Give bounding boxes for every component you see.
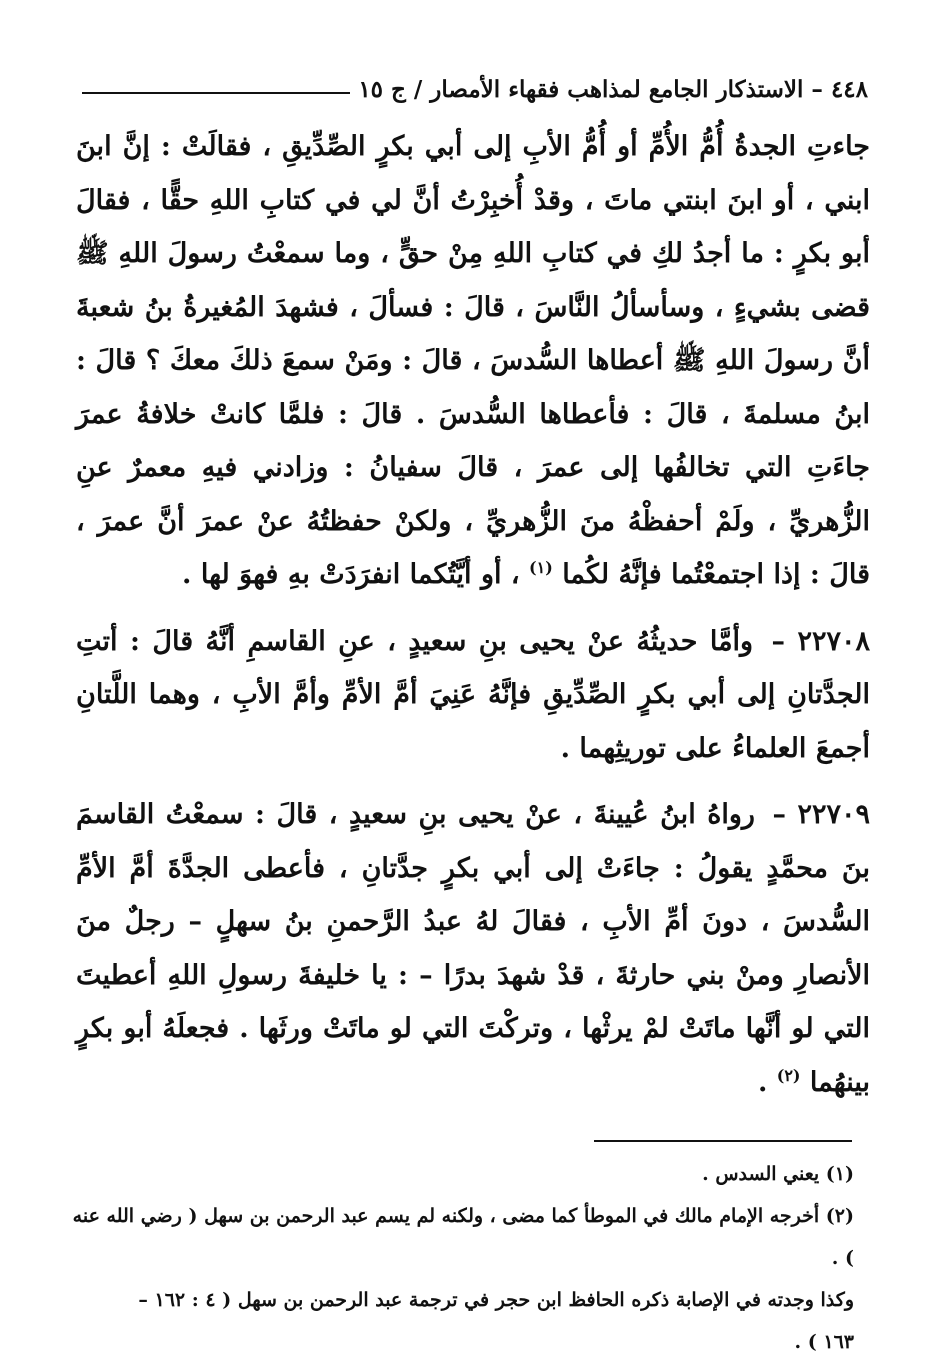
running-header <box>82 70 868 110</box>
paragraph-3-text: رواهُ ابنُ عُيينةَ ، عنْ يحيى بنِ سعيدٍ ، قالَ : سمعْتُ القاسمَ بنَ محمَّدٍ يقولُ : جاءَتْ إلى أبي بكرٍ جدَّتانِ ، فأعطى الجدَّةَ أمَّ الأمِّ السُّدسَ ، دونَ أمِّ الأبِ ، فقالَ لهُ عبدُ الرَّحمنِ بنُ سهلٍ – رجلٌ منَ الأنصارِ ومنْ بني حارثةَ ، قدْ شهدَ بدرًا – : يا خليفةَ رسولِ اللهِ أعطيتَ التي لو أنَّها ماتَتْ لمْ يرثْها ، وتركْتَ التي لو ماتَتْ ورثَها . فجعلَهُ أبو بكرٍ بينهُما <box>76 799 870 1098</box>
header-rule <box>82 92 350 94</box>
paragraph-1 <box>76 120 870 602</box>
paragraph-3-number: ٢٢٧٠٩ – <box>772 799 871 830</box>
paragraph-1-text: جاءتِ الجدةُ أُمُّ الأُمِّ أو أُمُّ الأبِ إلى أبي بكرٍ الصِّدِّيقِ ، فقالَتْ : إنَّ ابنَ ابني ، أو ابنَ ابنتي ماتَ ، وقدْ أُخبِرْتُ أنَّ لي في كتابِ اللهِ حقًّا ، فقالَ أبو بكرٍ : ما أجدُ لكِ في كتابِ اللهِ مِنْ حقٍّ ، وما سمعْتُ رسولَ اللهِ ﷺ قضى بشيءٍ ، وسأسألُ النَّاسَ ، قالَ : فسألَ ، فشهدَ المُغيرةُ بنُ شعبةَ أنَّ رسولَ اللهِ ﷺ أعطاها السُّدسَ ، قالَ : ومَنْ سمعَ ذلكَ معكَ ؟ قالَ : ابنُ مسلمةَ ، قالَ : فأعطاها السُّدسَ . قالَ : فلمَّا كانتْ خلافةُ عمرَ جاءَتِ التي تخالفُها إلى عمرَ ، قالَ سفيانُ : وزادني فيهِ معمرٌ عنِ الزُّهريِّ ، ولَمْ أحفظْهُ منَ الزُّهريِّ ، ولكنْ حفظتُهُ عنْ عمرَ أنَّ عمرَ ، قالَ : إذا اجتمعْتُما فإنَّهُ لكُما <box>76 131 870 590</box>
footnote-2-line-3: ١٦٣ ) . <box>794 1331 854 1353</box>
paragraph-3-end: . <box>757 1066 768 1098</box>
footnote-2-line-1: (٢) أخرجه الإمام مالك في الموطأ كما مضى ، ولكنه لم يسم عبد الرحمن بن سهل ( رضي الله عنه ) . <box>72 1205 854 1269</box>
footnote-ref-2: (٢) <box>776 1065 801 1085</box>
paragraph-2-text: وأمَّا حديثُهُ عنْ يحيى بنِ سعيدٍ ، عنِ القاسمِ أنَّهُ قالَ : أتتِ الجدَّتانِ إلى أبي بكرٍ الصِّدِّيقِ فإنَّهُ عَنِيَ أمَّ الأمِّ وأمَّ الأبِ ، وهما اللَّتانِ أجمعَ العلماءُ على توريثِهما . <box>76 625 870 764</box>
paragraph-3 <box>76 788 870 1109</box>
paragraph-1-end: ، أو أيَّتُكما انفرَدَتْ بهِ فهوَ لها . <box>182 559 520 590</box>
footnote-ref-1: (١) <box>529 558 553 577</box>
footnote-1: (١) يعني السدس . <box>702 1163 854 1185</box>
header-title: ٤٤٨ – الاستذكار الجامع لمذاهب فقهاء الأمصار / ج ١٥ <box>358 76 868 103</box>
main-text <box>76 120 870 1109</box>
footnote-2-line-2: وكذا وجدته في الإصابة ذكره الحافظ ابن حجر في ترجمة عبد الرحمن بن سهل ( ٤ : ١٦٢ – <box>138 1289 854 1311</box>
paragraph-2-number: ٢٢٧٠٨ – <box>771 625 870 657</box>
footnote-separator <box>594 1140 852 1142</box>
footnotes <box>70 1153 854 1363</box>
paragraph-2 <box>76 615 870 776</box>
